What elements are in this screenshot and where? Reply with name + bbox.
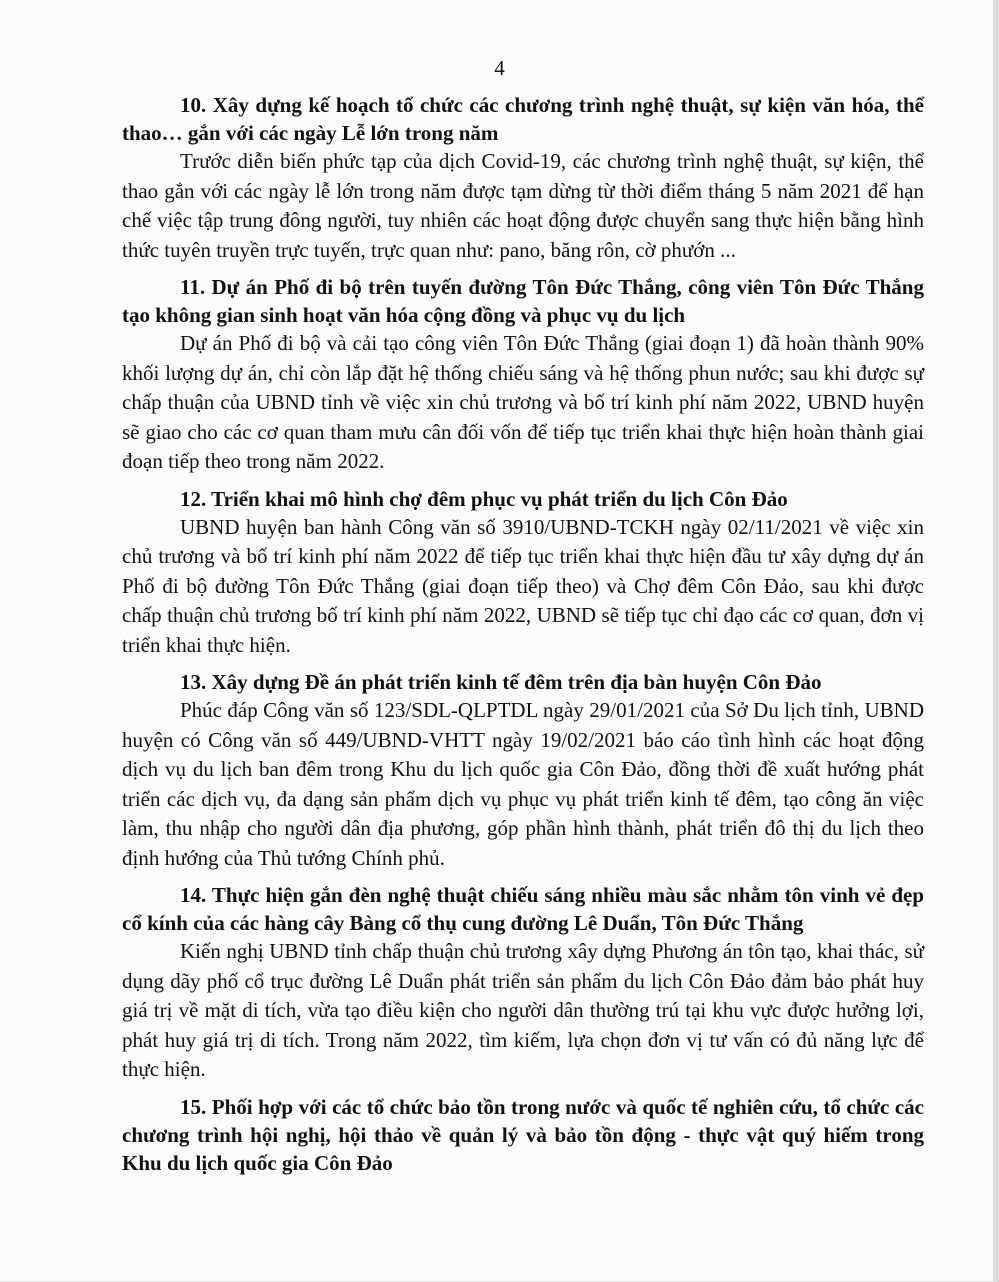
section-10 (122, 91, 924, 265)
section-body: Kiến nghị UBND tỉnh chấp thuận chủ trương xây dựng Phương án tôn tạo, khai thác, sử dụng dãy phố cổ trục đường Lê Duẩn phát triển sản phẩm du lịch Côn Đảo đảm bảo phát huy giá trị về mặt di tích, vừa tạo điều kiện cho người dân thường trú tại khu vực được hưởng lợi, phát huy giá trị di tích. Trong năm 2022, tìm kiếm, lựa chọn đơn vị tư vấn có đủ năng lực để thực hiện. (122, 939, 924, 1081)
section-body: Dự án Phố đi bộ và cải tạo công viên Tôn Đức Thắng (giai đoạn 1) đã hoàn thành 90% khối lượng dự án, chỉ còn lắp đặt hệ thống chiếu sáng và hệ thống phun nước; sau khi được sự chấp thuận của UBND tỉnh về việc xin chủ trương và bố trí kinh phí năm 2022, UBND huyện sẽ giao cho các cơ quan tham mưu cân đối vốn để tiếp tục triển khai thực hiện hoàn thành giai đoạn tiếp theo trong năm 2022. (122, 331, 924, 473)
section-title: 14. Thực hiện gắn đèn nghệ thuật chiếu sáng nhiều màu sắc nhằm tôn vinh vẻ đẹp cổ kính của các hàng cây Bàng cổ thụ cung đường Lê Duẩn, Tôn Đức Thắng (122, 883, 924, 935)
section-11 (122, 273, 924, 477)
section-15 (122, 1093, 924, 1177)
section-body: Phúc đáp Công văn số 123/SDL-QLPTDL ngày 29/01/2021 của Sở Du lịch tỉnh, UBND huyện có Công văn số 449/UBND-VHTT ngày 19/02/2021 báo cáo tình hình các hoạt động dịch vụ du lịch ban đêm trong Khu du lịch quốc gia Côn Đảo, đồng thời đề xuất hướng phát triển các dịch vụ, đa dạng sản phẩm dịch vụ phục vụ phát triển kinh tế đêm, tạo công ăn việc làm, thu nhập cho người dân địa phương, góp phần hình thành, phát triển đô thị du lịch theo định hướng của Thủ tướng Chính phủ. (122, 698, 924, 870)
section-title: 15. Phối hợp với các tổ chức bảo tồn trong nước và quốc tế nghiên cứu, tổ chức các chương trình hội nghị, hội thảo về quản lý và bảo tồn động - thực vật quý hiếm trong Khu du lịch quốc gia Côn Đảo (122, 1094, 924, 1175)
document-content (122, 91, 924, 1185)
section-body: UBND huyện ban hành Công văn số 3910/UBND-TCKH ngày 02/11/2021 về việc xin chủ trương và bố trí kinh phí năm 2022 để tiếp tục triển khai thực hiện đầu tư xây dựng dự án Phố đi bộ đường Tôn Đức Thắng (giai đoạn tiếp theo) và Chợ đêm Côn Đảo, sau khi được chấp thuận chủ trương bố trí kinh phí năm 2022, UBND sẽ tiếp tục chỉ đạo các cơ quan, đơn vị triển khai thực hiện. (122, 514, 924, 657)
section-14 (122, 881, 924, 1085)
section-title: 10. Xây dựng kế hoạch tổ chức các chương trình nghệ thuật, sự kiện văn hóa, thể thao… gắn với các ngày Lễ lớn trong năm (122, 93, 924, 145)
page-number: 4 (494, 56, 505, 80)
section-title: 12. Triển khai mô hình chợ đêm phục vụ phát triển du lịch Côn Đảo (180, 486, 788, 511)
section-12 (122, 485, 924, 661)
section-title: 11. Dự án Phố đi bộ trên tuyến đường Tôn Đức Thắng, công viên Tôn Đức Thắng tạo không gian sinh hoạt văn hóa cộng đồng và phục vụ du lịch (122, 275, 924, 327)
section-body: Trước diễn biến phức tạp của dịch Covid-19, các chương trình nghệ thuật, sự kiện, thể thao gắn với các ngày lễ lớn trong năm được tạm dừng từ thời điểm tháng 5 năm 2021 để hạn chế việc tập trung đông người, tuy nhiên các hoạt động được chuyển sang thực hiện bằng hình thức tuyên truyền trực tuyến, trực quan như: pano, băng rôn, cờ phướn ... (122, 149, 924, 262)
section-title: 13. Xây dựng Đề án phát triển kinh tế đêm trên địa bàn huyện Côn Đảo (180, 670, 822, 694)
section-13 (122, 668, 924, 873)
